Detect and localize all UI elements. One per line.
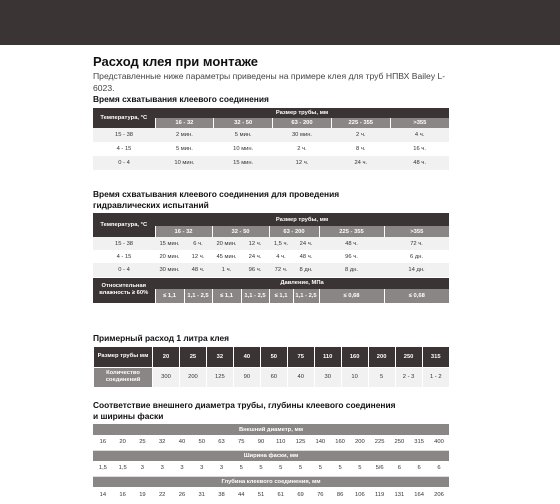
diameter-correspondence-table — [93, 424, 449, 502]
count-cell: 30 — [314, 367, 341, 387]
depth-cell: 61 — [271, 487, 291, 502]
chamfer-cell: 3 — [172, 461, 192, 476]
count-cell: 5 — [368, 367, 395, 387]
chamfer-cell: 3 — [133, 461, 153, 476]
table-cell: 2 ч. — [297, 146, 307, 152]
intro-text: Представленные ниже параметры приведены на примере клея для труб НПВХ Bailey L-6023. — [93, 71, 446, 93]
depth-cell: 51 — [251, 487, 271, 502]
table-cell: 12 ч. — [295, 160, 309, 166]
depth-header: Глубина клеевого соединения, мм — [93, 476, 449, 487]
outer-cell: 160 — [330, 435, 350, 450]
size-cell: 20 — [153, 347, 180, 367]
table-cell: 2 ч. — [356, 132, 366, 138]
col-header: >355 — [390, 118, 449, 128]
pressure-cell: ≤ 0,68 — [319, 289, 384, 303]
size-cell: 50 — [260, 347, 287, 367]
table-cell: 2 мин. — [175, 132, 193, 138]
depth-cell: 76 — [310, 487, 330, 502]
table-cell: 0 - 4 — [118, 160, 130, 166]
pipe-size-header: Размер трубы, мм — [155, 108, 449, 118]
table-cell: 0 - 4 — [118, 266, 130, 273]
chamfer-cell: 5 — [310, 461, 330, 476]
col-header: 63 - 200 — [269, 226, 319, 237]
outer-cell: 315 — [409, 435, 429, 450]
table-cell: 24 ч. — [299, 240, 313, 247]
size-cell: 32 — [206, 347, 233, 367]
size-cell: 200 — [368, 347, 395, 367]
outer-diameter-row — [93, 435, 449, 450]
table-cell: 5 мин. — [234, 132, 252, 138]
table2-heading-line1: Время схватывания клеевого соединения для проведения — [93, 189, 340, 199]
col-header: 225 - 355 — [331, 118, 390, 128]
table-cell: 24 ч. — [248, 253, 262, 260]
table-cell: 1,5 ч. — [273, 240, 289, 247]
depth-cell: 22 — [152, 487, 172, 502]
size-cell: 110 — [314, 347, 341, 367]
chamfer-cell: 5 — [251, 461, 271, 476]
chamfer-cell: 5 — [350, 461, 370, 476]
pipe-size-header: Размер трубы, мм — [155, 213, 449, 226]
table-cell: 14 дн. — [408, 266, 425, 273]
outer-cell: 25 — [133, 435, 153, 450]
size-cell: 315 — [422, 347, 449, 367]
outer-cell: 40 — [172, 435, 192, 450]
hydraulic-test-table — [93, 213, 449, 303]
count-cell: 90 — [233, 367, 260, 387]
table-cell: 15 мин. — [233, 160, 254, 166]
table4-heading-line2: и ширины фаски — [93, 411, 164, 421]
chamfer-cell: 3 — [152, 461, 172, 476]
outer-cell: 63 — [212, 435, 232, 450]
table2-heading — [93, 189, 339, 211]
depth-cell: 69 — [291, 487, 311, 502]
pressure-header: Давление, МПа — [155, 277, 449, 289]
table-cell: 96 ч. — [345, 253, 358, 260]
outer-cell: 200 — [350, 435, 370, 450]
table-cell: 6 дн. — [410, 253, 424, 260]
outer-cell: 32 — [152, 435, 172, 450]
table-cell: 20 мин. — [159, 253, 180, 260]
chamfer-cell: 5 — [231, 461, 251, 476]
chamfer-row — [93, 461, 449, 476]
table4-heading — [93, 400, 396, 422]
outer-cell: 50 — [192, 435, 212, 450]
table-cell: 12 ч. — [248, 240, 262, 247]
chamfer-cell: 5 — [271, 461, 291, 476]
table-cell: 45 мин. — [216, 253, 237, 260]
count-cell: 200 — [179, 367, 206, 387]
depth-cell: 31 — [192, 487, 212, 502]
outer-cell: 75 — [231, 435, 251, 450]
depth-cell: 86 — [330, 487, 350, 502]
table-cell: 8 ч. — [356, 146, 366, 152]
humidity-header: Относительная влажность ≥ 60% — [93, 277, 155, 303]
table-cell: 15 - 38 — [114, 240, 134, 247]
temperature-header: Температура, °С — [93, 108, 155, 128]
chamfer-cell: 6 — [409, 461, 429, 476]
chamfer-cell: 1,5 — [113, 461, 133, 476]
outer-diameter-header: Внешний диаметр, мм — [93, 424, 449, 435]
depth-cell: 119 — [370, 487, 390, 502]
pressure-cell: 1,1 - 2,5 — [293, 289, 319, 303]
table-cell: 12 ч. — [191, 253, 205, 260]
pressure-cell: ≤ 1,1 — [212, 289, 241, 303]
table-cell: 6 ч. — [193, 240, 203, 247]
outer-cell: 400 — [429, 435, 449, 450]
table-row — [93, 250, 449, 263]
table-cell: 5 мин. — [175, 146, 193, 152]
table-cell: 96 ч. — [248, 266, 262, 273]
col-header: 32 - 50 — [214, 118, 273, 128]
table-cell: 8 дн. — [299, 266, 313, 273]
outer-cell: 16 — [93, 435, 113, 450]
outer-cell: 250 — [389, 435, 409, 450]
chamfer-cell: 5/6 — [370, 461, 390, 476]
table4-heading-line1: Соответствие внешнего диаметра трубы, глубины клеевого соединения — [93, 400, 396, 410]
table-cell: 4 ч. — [276, 253, 286, 260]
outer-cell: 90 — [251, 435, 271, 450]
table-cell: 72 ч. — [410, 240, 423, 247]
size-cell: 40 — [233, 347, 260, 367]
table-cell: 10 мин. — [233, 146, 254, 152]
table-cell: 48 ч. — [413, 160, 426, 166]
table-cell: 15 - 38 — [114, 132, 134, 138]
table-row — [93, 128, 449, 142]
count-cell: 300 — [153, 367, 180, 387]
chamfer-header: Ширина фаски, мм — [93, 450, 449, 461]
count-cell: 1 - 2 — [422, 367, 449, 387]
col-header: 225 - 355 — [319, 226, 384, 237]
pressure-cell: ≤ 1,1 — [155, 289, 184, 303]
table-cell: 1 ч. — [221, 266, 232, 273]
top-banner — [0, 0, 560, 45]
col-header: 63 - 200 — [273, 118, 332, 128]
table-cell: 4 - 15 — [116, 146, 132, 152]
pressure-cell: 1,1 - 2,5 — [241, 289, 269, 303]
table-cell: 24 ч. — [354, 160, 368, 166]
table-cell: 72 ч. — [274, 266, 288, 273]
size-cell: 160 — [341, 347, 368, 367]
table-cell: 15 мин. — [159, 240, 180, 247]
pressure-cell: ≤ 0,68 — [384, 289, 449, 303]
table-cell: 48 ч. — [299, 253, 313, 260]
table-cell: 30 мин. — [159, 266, 180, 273]
table1-heading: Время схватывания клеевого соединения — [93, 94, 269, 104]
table-cell: 48 ч. — [191, 266, 205, 273]
depth-cell: 26 — [172, 487, 192, 502]
depth-cell: 164 — [409, 487, 429, 502]
depth-cell: 16 — [113, 487, 133, 502]
col-header: 16 - 32 — [155, 118, 214, 128]
chamfer-cell: 6 — [389, 461, 409, 476]
table-cell: 20 мин. — [216, 240, 237, 247]
size-cell: 75 — [287, 347, 314, 367]
outer-cell: 225 — [370, 435, 390, 450]
table-cell: 30 мин. — [291, 132, 313, 138]
table-cell: 4 ч. — [414, 132, 425, 138]
table2-heading-line2: гидравлических испытаний — [93, 200, 209, 210]
count-cell: 2 - 3 — [395, 367, 422, 387]
pressure-cell: ≤ 1,1 — [269, 289, 293, 303]
table-row — [93, 263, 449, 277]
count-cell: 40 — [287, 367, 314, 387]
table-cell: 48 ч. — [345, 240, 358, 247]
table-row — [93, 237, 449, 250]
table-cell: 8 дн. — [344, 266, 359, 273]
chamfer-cell: 1,5 — [93, 461, 113, 476]
table-row — [93, 156, 449, 170]
chamfer-cell: 5 — [291, 461, 311, 476]
chamfer-cell: 5 — [330, 461, 350, 476]
chamfer-cell: 3 — [212, 461, 232, 476]
outer-cell: 125 — [291, 435, 311, 450]
count-cell: 60 — [260, 367, 287, 387]
outer-cell: 20 — [113, 435, 133, 450]
size-cell: 25 — [179, 347, 206, 367]
col-header: 16 - 32 — [155, 226, 212, 237]
setting-time-table — [93, 108, 449, 170]
depth-row — [93, 487, 449, 502]
depth-cell: 44 — [231, 487, 251, 502]
depth-cell: 106 — [350, 487, 370, 502]
temperature-header: Температура, °С — [93, 213, 155, 237]
table-cell: 16 ч. — [413, 146, 426, 152]
depth-cell: 38 — [212, 487, 232, 502]
count-cell: 125 — [206, 367, 233, 387]
count-cell: 10 — [341, 367, 368, 387]
table3-heading: Примерный расход 1 литра клея — [93, 333, 230, 343]
table-cell: 4 - 15 — [116, 253, 132, 260]
page-title: Расход клея при монтаже — [93, 54, 259, 69]
depth-cell: 19 — [133, 487, 153, 502]
depth-cell: 14 — [93, 487, 113, 502]
chamfer-cell: 3 — [192, 461, 212, 476]
col-header: >355 — [384, 226, 449, 237]
count-label: Количество соединений — [94, 367, 153, 387]
chamfer-cell: 6 — [429, 461, 449, 476]
glue-consumption-table — [93, 347, 449, 387]
col-header: 32 - 50 — [212, 226, 269, 237]
depth-cell: 206 — [429, 487, 449, 502]
table-row — [93, 142, 449, 156]
outer-cell: 110 — [271, 435, 291, 450]
size-cell: 250 — [395, 347, 422, 367]
outer-cell: 140 — [310, 435, 330, 450]
depth-cell: 131 — [389, 487, 409, 502]
table-cell: 10 мин. — [174, 160, 195, 166]
pressure-cell: 1,1 - 2,5 — [184, 289, 212, 303]
pipe-size-label: Размер трубы мм — [94, 347, 153, 367]
